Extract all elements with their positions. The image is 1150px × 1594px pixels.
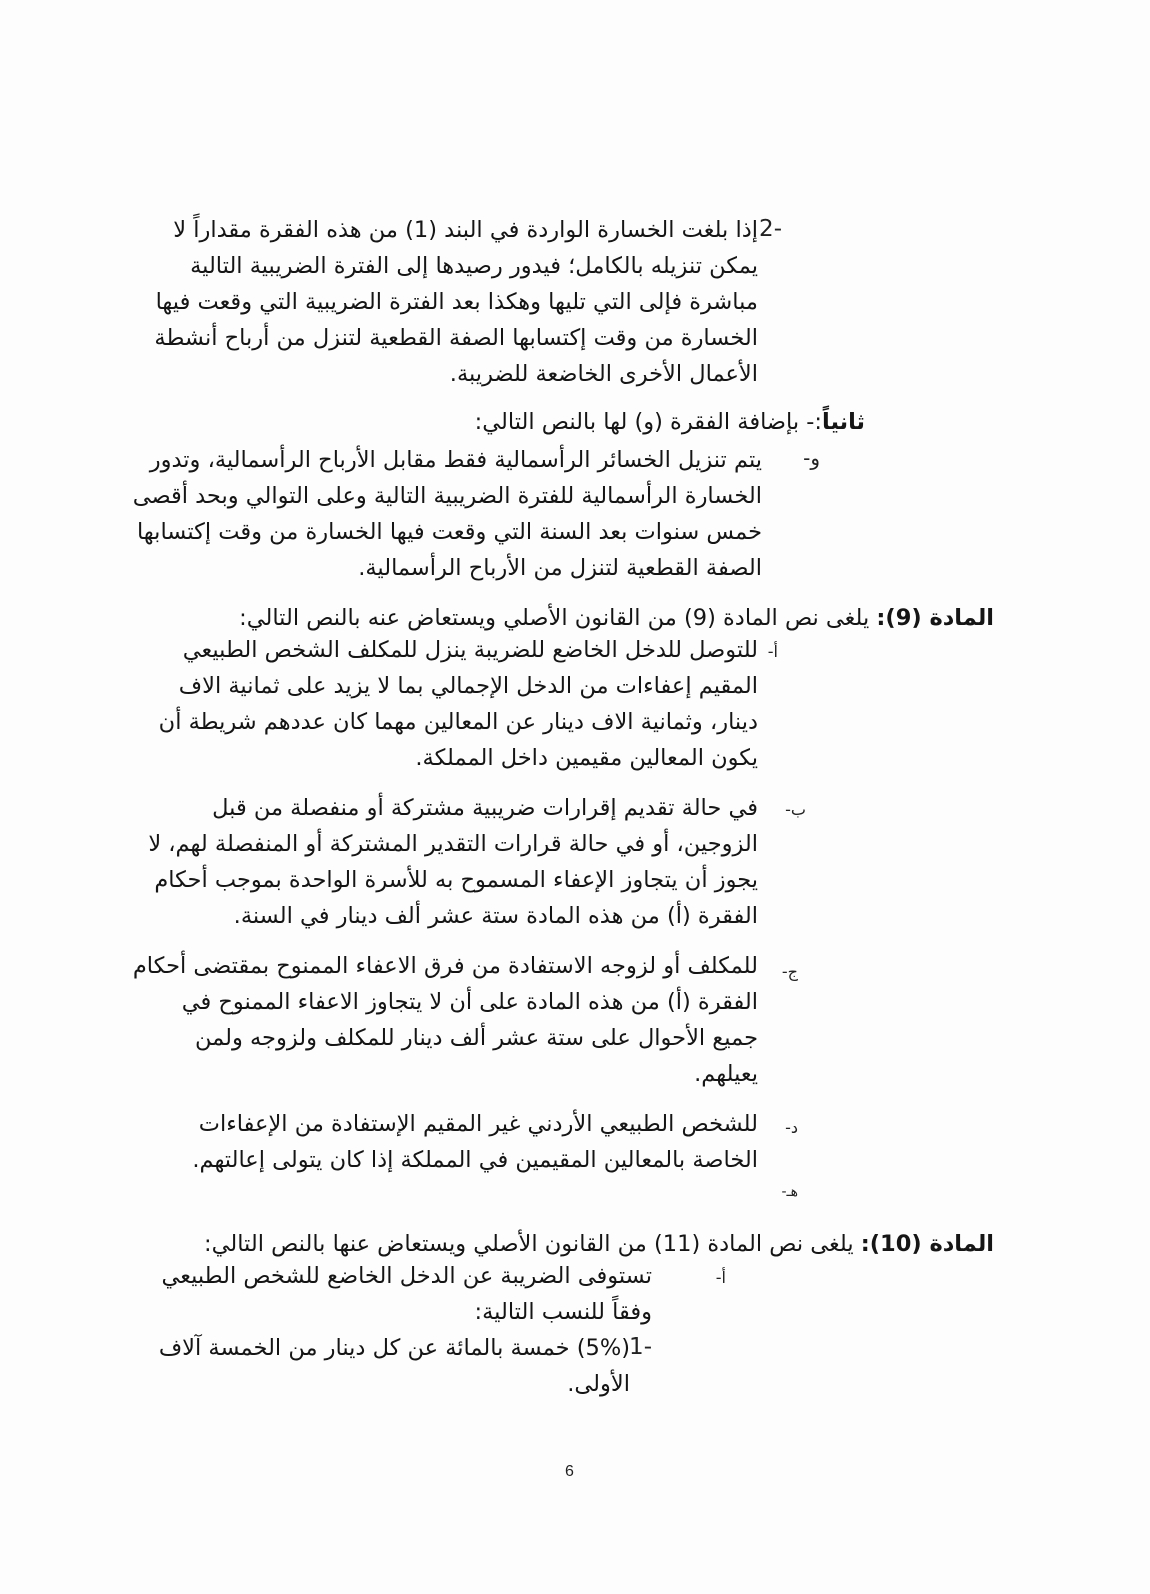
item-b-line: في حالة تقديم إقرارات ضريبية مشتركة أو منفصلة من قبل [212, 795, 758, 821]
item-a2-line: تستوفى الضريبة عن الدخل الخاضع للشخص الطبيعي [161, 1263, 652, 1289]
item-waw-line: الخسارة الرأسمالية للفترة الضريبية التالية وعلى التوالي وبحد أقصى [132, 483, 762, 509]
item-1-marker: -1 [629, 1334, 652, 1360]
section-second-heading [475, 404, 865, 440]
item-2-marker: -2 [759, 216, 782, 242]
item-a-line: دينار، وثمانية الاف دينار عن المعالين مهما كان عددهم شريطة أن [158, 709, 758, 735]
item-c-marker: ج- [781, 962, 798, 981]
item-c-line: يعيلهم. [694, 1061, 758, 1087]
item-b-paragraph [110, 790, 758, 934]
item-b-line: يجوز أن يتجاوز الإعفاء المسموح به للأسرة الواحدة بموجب أحكام [154, 867, 758, 893]
item-a-line: المقيم إعفاءات من الدخل الإجمالي بما لا يزيد على ثمانية الاف [178, 673, 758, 699]
item-d-line: الخاصة بالمعالين المقيمين في المملكة إذا كان يتولى إعالتهم. [192, 1147, 758, 1173]
item-2-line: الأعمال الأخرى الخاضعة للضريبة. [449, 361, 758, 387]
item-1-line: الأولى. [567, 1371, 630, 1397]
section-second-label: ثانياً [822, 409, 865, 435]
article-9-heading [239, 600, 994, 636]
article-10-text: يلغى نص المادة (11) من القانون الأصلي ويستعاض عنها بالنص التالي: [204, 1231, 854, 1257]
item-waw-line: خمس سنوات بعد السنة التي وقعت فيها الخسارة من وقت إكتسابها [136, 519, 762, 545]
item-d-paragraph [110, 1106, 758, 1178]
item-d-marker: د- [785, 1118, 798, 1137]
item-b-marker: ب- [785, 800, 806, 819]
item-d-line: للشخص الطبيعي الأردني غير المقيم الإستفادة من الإعفاءات [198, 1111, 758, 1137]
item-c-line: الفقرة (أ) من هذه المادة على أن لا يتجاوز الاعفاء الممنوح في [181, 989, 758, 1015]
item-b-line: الفقرة (أ) من هذه المادة ستة عشر ألف دينار في السنة. [233, 903, 758, 929]
item-a-line: للتوصل للدخل الخاضع للضريبة ينزل للمكلف الشخص الطبيعي [182, 637, 758, 663]
item-waw-paragraph [110, 442, 762, 586]
item-2-line: مباشرة فإلى التي تليها وهكذا بعد الفترة الضريبية التي وقعت فيها [155, 289, 758, 315]
article-10-heading [204, 1226, 994, 1262]
item-a2-marker: أ- [715, 1268, 726, 1287]
article-9-text: يلغى نص المادة (9) من القانون الأصلي ويستعاض عنه بالنص التالي: [239, 605, 870, 631]
page-number: 6 [565, 1463, 574, 1480]
item-1-paragraph [110, 1330, 630, 1402]
item-2-line: إذا بلغت الخسارة الواردة في البند (1) من هذه الفقرة مقداراً لا [173, 217, 758, 243]
item-1-line: (5%) خمسة بالمائة عن كل دينار من الخمسة آلاف [158, 1335, 630, 1361]
item-a-marker: أ- [767, 642, 778, 661]
item-a-paragraph [110, 632, 758, 776]
item-c-line: للمكلف أو لزوجه الاستفادة من فرق الاعفاء الممنوح بمقتضى أحكام [132, 953, 758, 979]
item-2-line: الخسارة من وقت إكتسابها الصفة القطعية لتنزل من أرباح أنشطة [154, 325, 758, 351]
item-a2-line: وفقاً للنسب التالية: [474, 1299, 652, 1325]
item-e-marker: هـ- [781, 1184, 798, 1200]
article-9-label: المادة (9): [876, 605, 994, 631]
item-2-line: يمكن تنزيله بالكامل؛ فيدور رصيدها إلى الفترة الضريبية التالية [190, 253, 758, 279]
item-c-paragraph [110, 948, 758, 1092]
item-waw-marker: و- [803, 446, 820, 470]
article-10-label: المادة (10): [860, 1231, 994, 1257]
item-b-line: الزوجين، أو في حالة قرارات التقدير المشتركة أو المنفصلة لهم، لا [148, 831, 758, 857]
item-waw-line: الصفة القطعية لتنزل من الأرباح الرأسمالية. [358, 555, 762, 581]
item-2-paragraph [110, 212, 758, 392]
section-second-text: :- بإضافة الفقرة (و) لها بالنص التالي: [474, 409, 823, 435]
item-a2-paragraph [110, 1258, 652, 1330]
item-waw-line: يتم تنزيل الخسائر الرأسمالية فقط مقابل الأرباح الرأسمالية، وتدور [149, 447, 762, 473]
item-a-line: يكون المعالين مقيمين داخل المملكة. [415, 745, 758, 771]
item-c-line: جميع الأحوال على ستة عشر ألف دينار للمكلف ولزوجه ولمن [194, 1025, 758, 1051]
